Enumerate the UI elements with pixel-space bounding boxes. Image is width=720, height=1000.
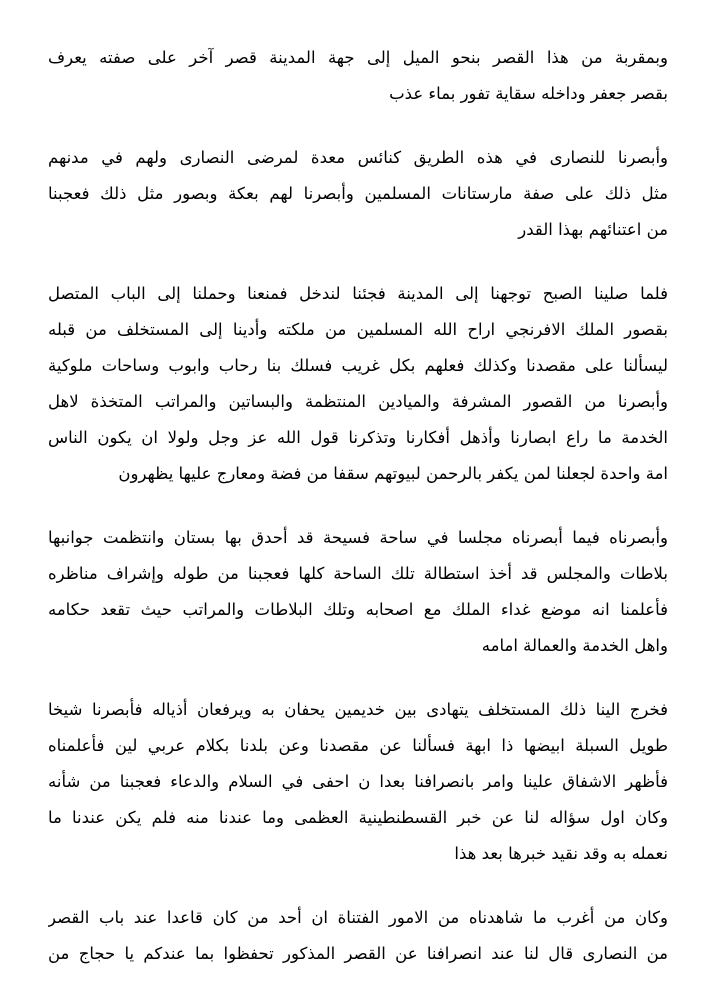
text-line: وبمقربة من هذا القصر بنحو الميل إلى جهة المدينة قصر آخر على صفته يعرف: [48, 48, 668, 67]
text-line: فأعلمنا انه موضع غداء الملك مع اصحابه وتلك البلاطات والمراتب حيث تقعد حكامه: [48, 600, 668, 619]
text-line: بقصور الملك الافرنجي اراح الله المسلمين من ملكته وأدينا إلى المستخلف من قبله: [48, 320, 668, 339]
text-line: وكان اول سؤاله لنا عن خبر القسطنطينية العظمى وما عندنا منه فلم يكن عندنا ما: [48, 808, 668, 827]
document-page: [48, 40, 668, 1000]
text-line: مثل ذلك على صفة مارستانات المسلمين وأبصرنا لهم بعكة وبصور مثل ذلك فعجبنا: [48, 184, 668, 203]
text-line: بلاطات والمجلس قد أخذ استطالة تلك الساحة كلها فعجبنا من طوله وإشراف مناظره: [48, 564, 668, 583]
text-line: فأظهر الاشفاق علينا وامر بانصرافنا بعدا ن احفى في السلام والدعاء فعجبنا من شأنه: [48, 772, 668, 791]
text-line: الخدمة ما راع ابصارنا وأذهل أفكارنا وتذكرنا قول الله عز وجل ولولا ان يكون الناس: [48, 428, 668, 447]
text-line: فلما صلينا الصبح توجهنا إلى المدينة فجئنا لندخل فمنعنا وحملنا إلى الباب المتصل: [48, 284, 668, 303]
text-line: وأبصرنا للنصارى في هذه الطريق كنائس معدة لمرضى النصارى ولهم في مدنهم: [48, 148, 668, 167]
text-line: وأبصرنا من القصور المشرفة والميادين المنتظمة والبساتين والمراتب المتخذة لاهل: [48, 392, 668, 411]
text-line: وأبصرناه فيما أبصرناه مجلسا في ساحة فسيحة قد أحدق بها بستان وانتظمت جوانبها: [48, 528, 668, 547]
text-line: امة واحدة لجعلنا لمن يكفر بالرحمن لبيوتهم سقفا من فضة ومعارج عليها يظهرون: [118, 464, 668, 483]
paragraph: [48, 40, 668, 112]
text-line: بقصر جعفر وداخله سقاية تفور بماء عذب: [389, 84, 668, 103]
text-line: من اعتنائهم بهذا القدر: [518, 220, 668, 239]
text-line: ليسألنا على مقصدنا وكذلك فعلهم بكل غريب فسلك بنا رحاب وابوب وساحات ملوكية: [48, 356, 668, 375]
paragraph: [48, 276, 668, 492]
paragraph: [48, 900, 668, 972]
text-line: طويل السبلة ابيضها ذا ابهة فسألنا عن مقصدنا وعن بلدنا بكلام عربي لين فأعلمناه: [48, 736, 668, 755]
text-line: من النصارى قال لنا عند انصرافنا عن القصر المذكور تحفظوا بما عندكم يا حجاج من: [48, 944, 668, 963]
paragraph: [48, 692, 668, 872]
paragraph: [48, 520, 668, 664]
text-line: فخرج الينا ذلك المستخلف يتهادى بين خديمين يحفان به ويرفعان أذياله فأبصرنا شيخا: [48, 700, 668, 719]
paragraph: [48, 140, 668, 248]
text-line: واهل الخدمة والعمالة امامه: [481, 636, 668, 655]
text-line: نعمله به وقد نقيد خبرها بعد هذا: [454, 844, 668, 863]
text-line: وكان من أغرب ما شاهدناه من الامور الفتناة ان أحد من كان قاعدا عند باب القصر: [48, 908, 668, 927]
